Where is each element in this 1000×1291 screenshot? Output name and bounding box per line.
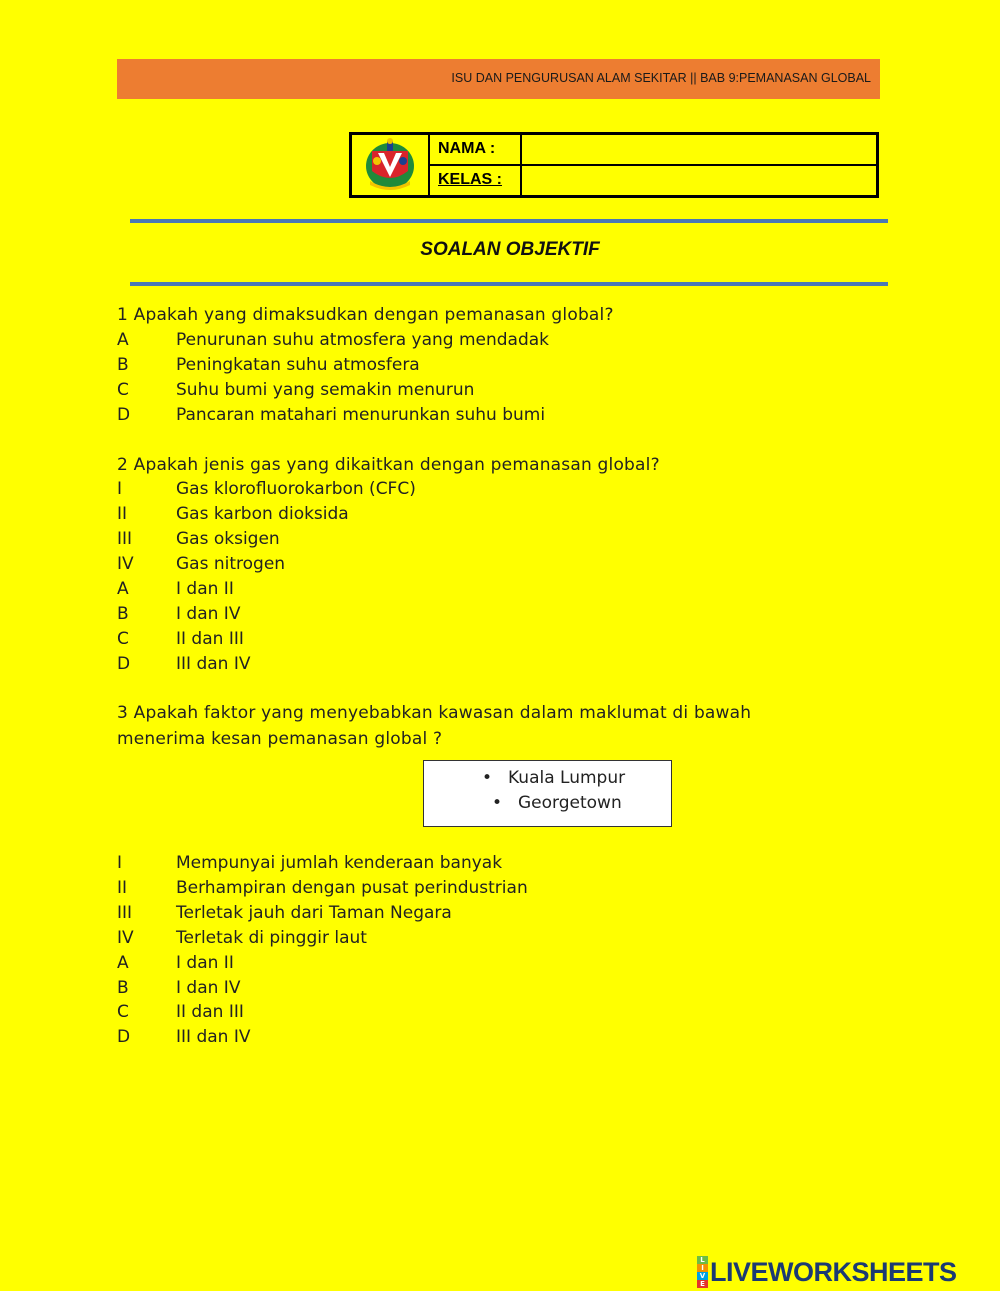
school-crest-icon xyxy=(364,137,416,193)
section-title: SOALAN OBJEKTIF xyxy=(420,239,600,260)
info-box xyxy=(423,760,672,827)
student-info-table xyxy=(349,132,879,198)
question-2-stem: 2 Apakah jenis gas yang dikaitkan dengan pemanasan global? xyxy=(117,455,660,475)
divider-bottom xyxy=(130,282,888,286)
name-label: NAMA : xyxy=(430,135,520,166)
question-3-stem-line1: 3 Apakah faktor yang menyebabkan kawasan dalam maklumat di bawah xyxy=(117,703,752,723)
question-3-stem-line2: menerima kesan pemanasan global ? xyxy=(117,729,443,749)
header-bar xyxy=(117,59,880,99)
divider-top xyxy=(130,219,888,223)
brand-name: LIVEWORKSHEETS xyxy=(710,1256,957,1287)
school-logo xyxy=(352,135,430,195)
info-item: • Georgetown xyxy=(518,793,622,813)
class-field[interactable] xyxy=(522,166,876,195)
info-item: • Kuala Lumpur xyxy=(508,768,625,788)
name-field[interactable] xyxy=(522,135,876,164)
header-title: ISU DAN PENGURUSAN ALAM SEKITAR || BAB 9:PEMANASAN GLOBAL xyxy=(451,71,871,85)
liveworksheets-logo[interactable] xyxy=(697,1256,957,1288)
question-1-stem: 1 Apakah yang dimaksudkan dengan pemanasan global? xyxy=(117,305,614,325)
live-icon: L I V E xyxy=(697,1256,708,1288)
class-label: KELAS : xyxy=(438,171,502,188)
